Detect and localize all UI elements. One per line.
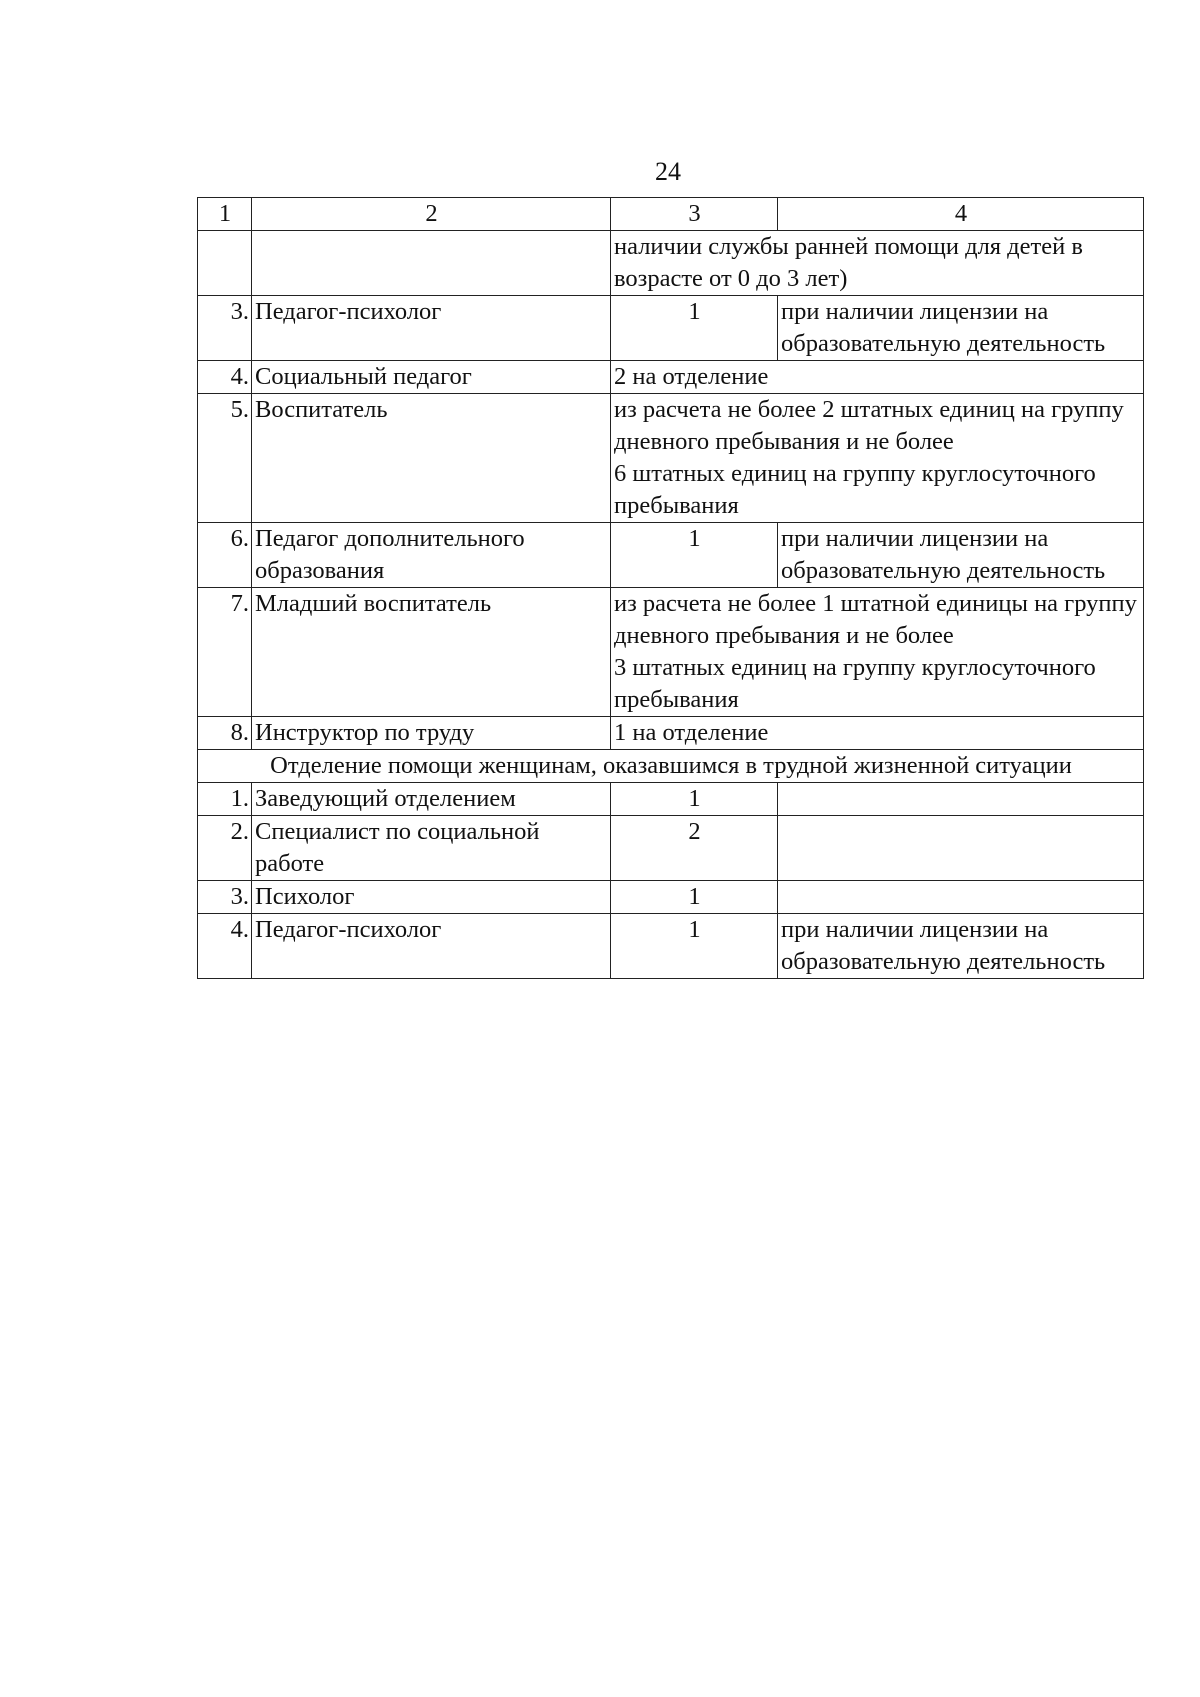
row-merged: 1 на отделение <box>611 717 1144 750</box>
row-count: 2 <box>611 816 778 881</box>
table-row <box>198 588 1144 717</box>
row-position: Психолог <box>252 881 611 914</box>
row-number: 6. <box>198 523 252 588</box>
row-note: при наличии лицензии на образовательную деятельность <box>778 296 1144 361</box>
continuation-cell: наличии службы ранней помощи для детей в возрасте от 0 до 3 лет) <box>611 231 1144 296</box>
header-cell-2: 2 <box>252 198 611 231</box>
table-row <box>198 296 1144 361</box>
page-number: 24 <box>655 157 681 186</box>
row-merged: из расчета не более 2 штатных единиц на группу дневного пребывания и не более 6 штатных единиц на группу круглосуточного пребывания <box>611 394 1144 523</box>
row-position: Специалист по социальной работе <box>252 816 611 881</box>
table-row <box>198 523 1144 588</box>
row-position: Заведующий отделением <box>252 783 611 816</box>
row-number: 4. <box>198 914 252 979</box>
row-number: 3. <box>198 881 252 914</box>
row-position: Педагог-психолог <box>252 296 611 361</box>
table-row <box>198 361 1144 394</box>
row-note: при наличии лицензии на образовательную деятельность <box>778 914 1144 979</box>
table-row <box>198 231 1144 296</box>
row-number: 1. <box>198 783 252 816</box>
row-note <box>778 783 1144 816</box>
row-position: Социальный педагог <box>252 361 611 394</box>
table-row <box>198 394 1144 523</box>
row-number: 3. <box>198 296 252 361</box>
row-number: 4. <box>198 361 252 394</box>
row-note <box>778 816 1144 881</box>
table-row <box>198 783 1144 816</box>
header-cell-4: 4 <box>778 198 1144 231</box>
table-row <box>198 816 1144 881</box>
header-cell-1: 1 <box>198 198 252 231</box>
row-count: 1 <box>611 296 778 361</box>
row-note: при наличии лицензии на образовательную деятельность <box>778 523 1144 588</box>
row-position: Педагог-психолог <box>252 914 611 979</box>
staffing-table <box>197 197 1144 979</box>
section-title: Отделение помощи женщинам, оказавшимся в трудной жизненной ситуации <box>198 750 1144 783</box>
row-number: 7. <box>198 588 252 717</box>
row-merged: из расчета не более 1 штатной единицы на группу дневного пребывания и не более 3 штатных единиц на группу круглосуточного пребывания <box>611 588 1144 717</box>
table-header-row <box>198 198 1144 231</box>
row-count: 1 <box>611 881 778 914</box>
row-count: 1 <box>611 783 778 816</box>
row-position: Воспитатель <box>252 394 611 523</box>
row-note <box>778 881 1144 914</box>
table-row <box>198 881 1144 914</box>
row-count: 1 <box>611 523 778 588</box>
section-row <box>198 750 1144 783</box>
header-cell-3: 3 <box>611 198 778 231</box>
row-count: 1 <box>611 914 778 979</box>
row-merged: 2 на отделение <box>611 361 1144 394</box>
row-position: Инструктор по труду <box>252 717 611 750</box>
row-position: Младший воспитатель <box>252 588 611 717</box>
row-number: 5. <box>198 394 252 523</box>
row-number: 2. <box>198 816 252 881</box>
empty-cell <box>252 231 611 296</box>
row-position: Педагог дополнительного образования <box>252 523 611 588</box>
empty-cell <box>198 231 252 296</box>
table-row <box>198 717 1144 750</box>
row-number: 8. <box>198 717 252 750</box>
table-row <box>198 914 1144 979</box>
